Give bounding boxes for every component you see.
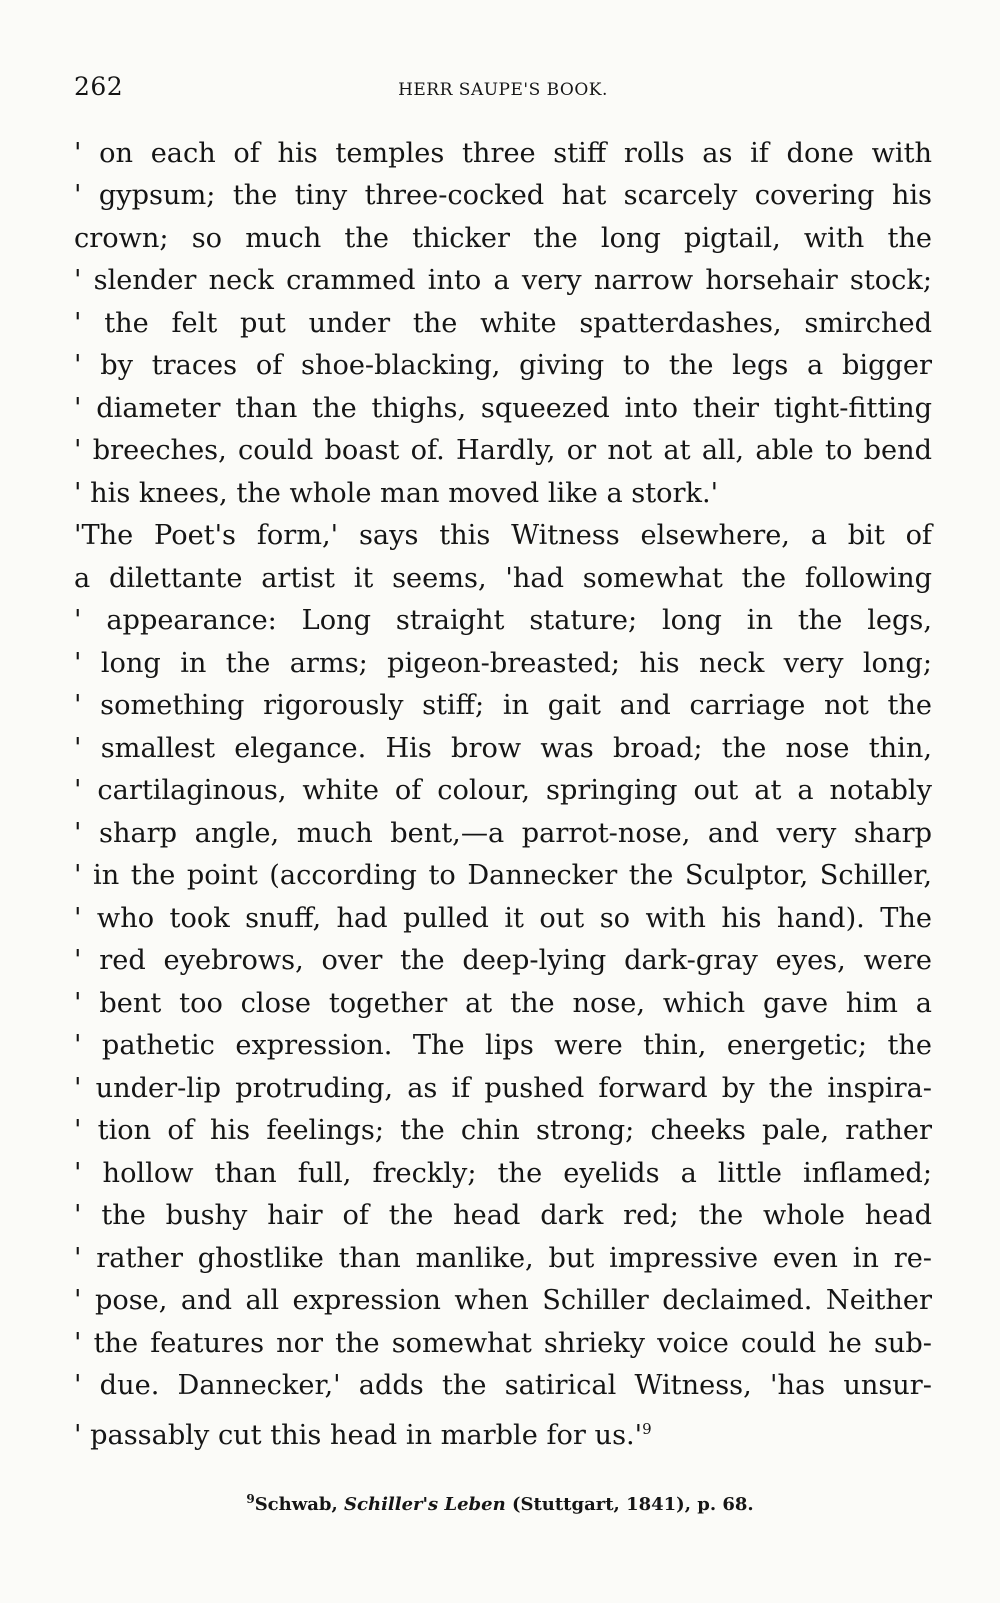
text-line: crown; so much the thicker the long pigtail, with the [74, 223, 932, 254]
text-line: ' appearance: Long straight stature; long in the legs, [74, 605, 932, 636]
text-line: ' pose, and all expression when Schiller declaimed. Neither [74, 1285, 932, 1316]
footnote-marker: 9 [246, 1492, 255, 1506]
page-header [74, 72, 932, 112]
text-line: ' rather ghostlike than manlike, but impressive even in re- [74, 1243, 932, 1274]
text-line: ' breeches, could boast of. Hardly, or not at all, able to bend [74, 435, 932, 466]
text-line: ' the felt put under the white spatterdashes, smirched [74, 308, 932, 339]
footnote-author: Schwab, [254, 1494, 338, 1515]
text-line: ' diameter than the thighs, squeezed into their tight-fitting [74, 393, 932, 424]
footnote [0, 1492, 1000, 1515]
text-line: ' cartilaginous, white of colour, springing out at a notably [74, 775, 932, 806]
text-line: ' sharp angle, much bent,—a parrot-nose, and very sharp [74, 818, 932, 849]
text-line: ' long in the arms; pigeon-breasted; his neck very long; [74, 648, 932, 679]
text-line: ' red eyebrows, over the deep-lying dark-gray eyes, were [74, 945, 932, 976]
text-line: ' due. Dannecker,' adds the satirical Witness, 'has unsur- [74, 1370, 932, 1401]
text-line: ' on each of his temples three stiff rolls as if done with [74, 138, 932, 169]
text-line: ' the bushy hair of the head dark red; the whole head [74, 1200, 932, 1231]
footnote-reference: 9 [642, 1420, 652, 1438]
text-line: ' the features nor the somewhat shrieky voice could he sub- [74, 1328, 932, 1359]
text-line: 'The Poet's form,' says this Witness elsewhere, a bit of [74, 520, 932, 551]
running-title: HERR SAUPE'S BOOK. [398, 80, 608, 100]
text-line: ' hollow than full, freckly; the eyelids a little inflamed; [74, 1158, 932, 1189]
text-line: ' who took snuff, had pulled it out so with his hand). The [74, 903, 932, 934]
text-line: ' bent too close together at the nose, which gave him a [74, 988, 932, 1019]
text-line: ' pathetic expression. The lips were thin, energetic; the [74, 1030, 932, 1061]
text-line: ' gypsum; the tiny three-cocked hat scarcely covering his [74, 180, 932, 211]
text-line: ' under-lip protruding, as if pushed forward by the inspira- [74, 1073, 932, 1104]
text-line: ' his knees, the whole man moved like a stork.' [74, 478, 719, 509]
text-line: ' passably cut this head in marble for $us.'^9$ [74, 1420, 652, 1452]
text-line: ' by traces of shoe-blacking, giving to the legs a bigger [74, 350, 932, 381]
text-line: ' slender neck crammed into a very narrow horsehair stock; [74, 265, 932, 296]
page-number: 262 [74, 72, 124, 101]
text-line: ' tion of his feelings; the chin strong; cheeks pale, rather [74, 1115, 932, 1146]
text-line: ' something rigorously stiff; in gait and carriage not the [74, 690, 932, 721]
footnote-details: (Stuttgart, 1841), p. 68. [511, 1494, 754, 1515]
text-line: ' smallest elegance. His brow was broad; the nose thin, [74, 733, 932, 764]
text-line: ' in the point (according to Dannecker the Sculptor, Schiller, [74, 860, 932, 891]
footnote-title: Schiller's Leben [344, 1494, 506, 1515]
text-line: a dilettante artist it seems, 'had somewhat the following [74, 563, 932, 594]
